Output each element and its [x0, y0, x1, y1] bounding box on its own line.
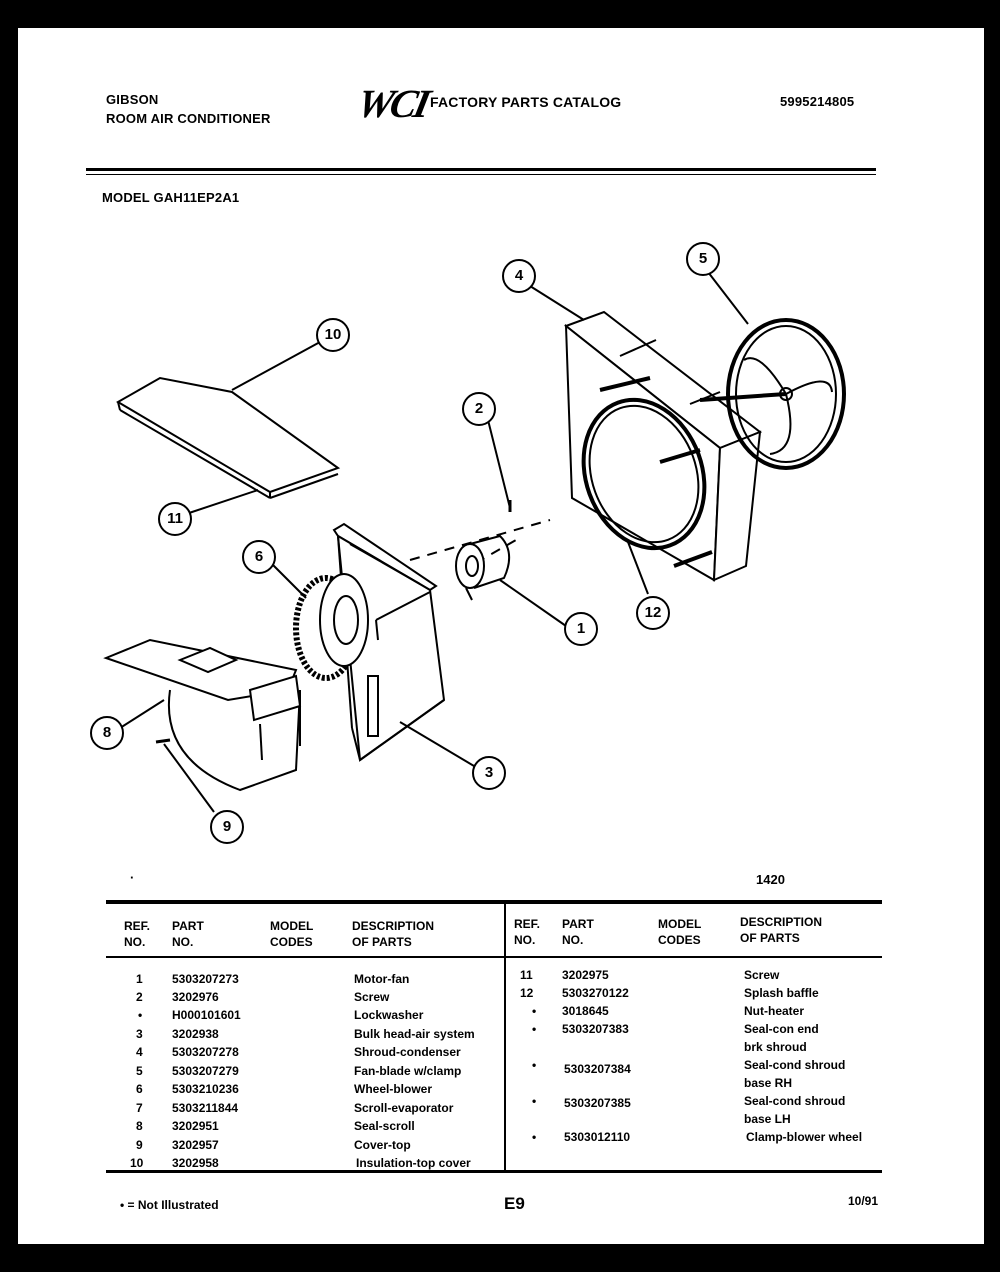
page-code: E9: [504, 1194, 525, 1213]
col-header-model: MODEL CODES: [270, 919, 314, 949]
callout-3: 3: [472, 756, 506, 790]
col-header-ref-right: REF. NO.: [514, 917, 541, 947]
col-header-desc: DESCRIPTION OF PARTS: [352, 919, 435, 949]
table-column-divider: [504, 904, 506, 1170]
table-rule-bottom: [106, 1170, 882, 1173]
col-header-part: PART NO.: [172, 919, 204, 949]
table-rule-top: [106, 900, 882, 904]
callout-1: 1: [564, 612, 598, 646]
stray-dot: ·: [130, 870, 135, 885]
condenser-shroud-part: [566, 312, 760, 580]
top-cover-part: [118, 378, 338, 498]
callout-8: 8: [90, 716, 124, 750]
catalog-title: FACTORY PARTS CATALOG: [430, 94, 622, 110]
fan-motor-part: [456, 536, 509, 600]
figure-number: 1420: [756, 872, 785, 887]
scroll-evaporator-part: [106, 640, 300, 790]
callout-9: 10: [316, 318, 350, 352]
catalog-number: 5995214805: [780, 94, 855, 109]
callout-4: 4: [502, 259, 536, 293]
callout-11: 9: [210, 810, 244, 844]
col-header-desc-right: DESCRIPTION OF PARTS: [740, 915, 823, 945]
col-header-model-right: MODEL CODES: [658, 917, 702, 947]
footnote-not-illustrated: • = Not Illustrated: [120, 1198, 219, 1212]
wci-logo: WCI: [353, 81, 432, 126]
callout-12: 12: [636, 596, 670, 630]
callout-5: 5: [686, 242, 720, 276]
table-rule-header: [106, 956, 882, 958]
col-header-part-right: PART NO.: [562, 917, 594, 947]
callout-6: 6: [242, 540, 276, 574]
callout-10: 11: [158, 502, 192, 536]
model-label: MODEL GAH11EP2A1: [102, 190, 240, 205]
catalog-date: 10/91: [848, 1194, 879, 1208]
callout-2: 2: [462, 392, 496, 426]
brand-name: GIBSON: [106, 92, 159, 107]
col-header-ref: REF. NO.: [124, 919, 151, 949]
product-name: ROOM AIR CONDITIONER: [106, 111, 271, 126]
